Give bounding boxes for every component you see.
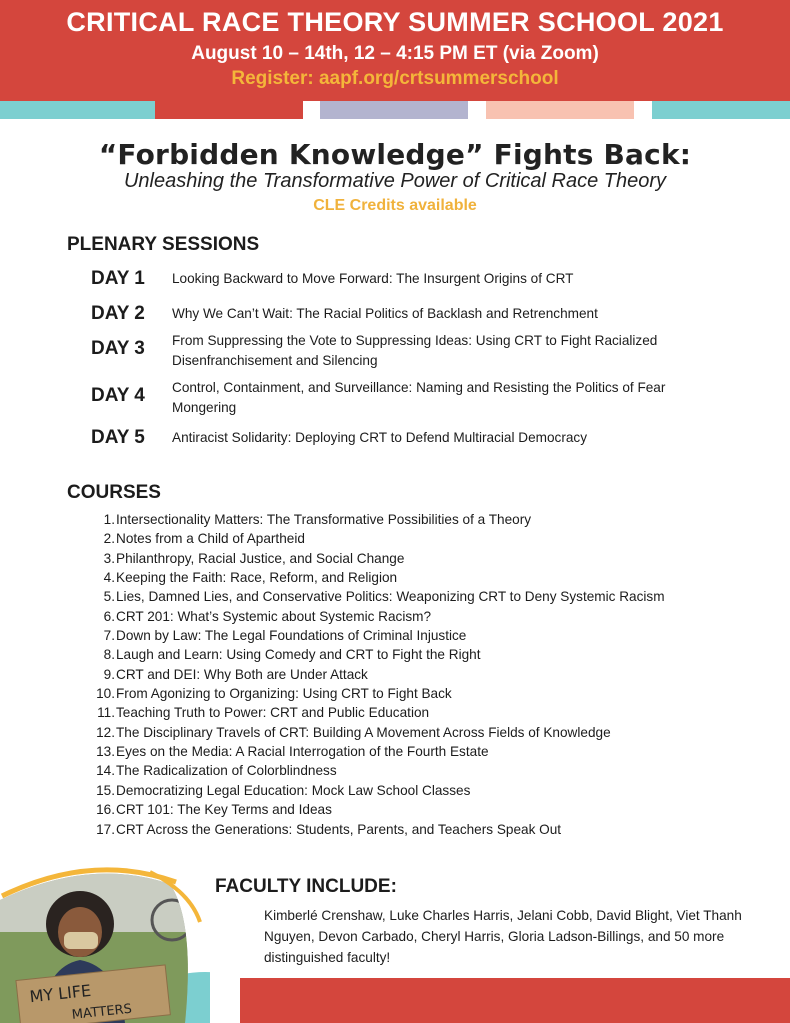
- plenary-day-label: DAY 3: [91, 338, 145, 359]
- list-item: [95, 549, 775, 568]
- list-item: [95, 645, 775, 664]
- course-title: CRT Across the Generations: Students, Parents, and Teachers Speak Out: [116, 821, 562, 837]
- stripe-teal-left: [0, 101, 155, 119]
- list-item: [95, 510, 775, 529]
- course-number: 10.: [96, 686, 115, 702]
- list-item: [95, 703, 775, 722]
- sign-text-line1: MY LIFE: [28, 980, 92, 1007]
- course-number: 1.: [103, 512, 115, 527]
- course-number: 12.: [96, 724, 115, 740]
- plenary-day-label: DAY 2: [91, 303, 145, 324]
- course-number: 9.: [103, 666, 115, 682]
- plenary-heading: PLENARY SESSIONS: [67, 234, 260, 255]
- faculty-text: Kimberlé Crenshaw, Luke Charles Harris, Jelani Cobb, David Blight, Viet Thanh Nguyen, Devon Carbado, Cheryl Harris, Gloria Ladson-Billings, and 50 more distinguished faculty!: [264, 908, 742, 965]
- plenary-day-title: From Suppressing the Vote to Suppressing Ideas: Using CRT to Fight Racialized Disenfranchisement and Silencing: [172, 333, 658, 368]
- plenary-day-title: Looking Backward to Move Forward: The Insurgent Origins of CRT: [172, 271, 574, 286]
- course-title: The Radicalization of Colorblindness: [116, 763, 337, 779]
- course-title: The Disciplinary Travels of CRT: Building A Movement Across Fields of Knowledge: [116, 724, 611, 740]
- main-title: “Forbidden Knowledge” Fights Back:: [98, 138, 692, 171]
- course-number: 17.: [96, 821, 115, 837]
- plenary-day-title: Control, Containment, and Surveillance: Naming and Resisting the Politics of Fear Mongering: [172, 380, 666, 415]
- course-title: Eyes on the Media: A Racial Interrogation of the Fourth Estate: [116, 744, 489, 760]
- plenary-day-title: Antiracist Solidarity: Deploying CRT to Defend Multiracial Democracy: [172, 430, 588, 445]
- course-number: 6.: [103, 608, 115, 624]
- cle-credits: CLE Credits available: [313, 197, 477, 214]
- list-item: [95, 742, 775, 761]
- course-number: 13.: [96, 744, 115, 760]
- course-title: CRT and DEI: Why Both are Under Attack: [116, 666, 368, 682]
- courses-heading: COURSES: [67, 482, 161, 503]
- header-register-link[interactable]: Register: aapf.org/crtsummerschool: [231, 68, 559, 89]
- list-item: [95, 684, 775, 703]
- course-number: 8.: [103, 647, 115, 663]
- course-title: Philanthropy, Racial Justice, and Social Change: [116, 550, 405, 566]
- course-title: From Agonizing to Organizing: Using CRT to Fight Back: [116, 686, 452, 702]
- course-number: 5.: [103, 589, 115, 605]
- course-title: Down by Law: The Legal Foundations of Criminal Injustice: [116, 628, 467, 644]
- stripe-teal-right: [652, 101, 790, 119]
- list-item: [95, 761, 775, 780]
- list-item: [95, 587, 775, 606]
- course-title: CRT 201: What’s Systemic about Systemic Racism?: [116, 608, 432, 624]
- course-title: Teaching Truth to Power: CRT and Public Education: [116, 705, 430, 721]
- course-number: 3.: [103, 550, 115, 566]
- header-title: CRITICAL RACE THEORY SUMMER SCHOOL 2021: [66, 7, 724, 37]
- course-number: 2.: [103, 531, 115, 547]
- list-item: [95, 800, 775, 819]
- course-title: Lies, Damned Lies, and Conservative Politics: Weaponizing CRT to Deny Systemic Racism: [116, 589, 665, 605]
- course-title: Keeping the Faith: Race, Reform, and Religion: [116, 570, 398, 586]
- list-item: [95, 626, 775, 645]
- list-item: [95, 568, 775, 587]
- plenary-day-label: DAY 5: [91, 427, 145, 448]
- list-item: [95, 529, 775, 548]
- list-item: [95, 607, 775, 626]
- header-dates: August 10 – 14th, 12 – 4:15 PM ET (via Zoom): [191, 43, 599, 64]
- course-number: 14.: [96, 763, 115, 779]
- stripe-red-left: [155, 101, 303, 119]
- footer-red-band: [240, 978, 790, 1023]
- course-title: CRT 101: The Key Terms and Ideas: [116, 802, 332, 818]
- course-title: Democratizing Legal Education: Mock Law School Classes: [116, 782, 471, 798]
- faculty-heading: FACULTY INCLUDE:: [215, 876, 397, 897]
- list-item: [95, 820, 775, 839]
- course-number: 7.: [103, 628, 115, 644]
- course-number: 15.: [96, 782, 115, 798]
- plenary-day-title: Why We Can’t Wait: The Racial Politics of Backlash and Retrenchment: [172, 306, 598, 321]
- course-title: Notes from a Child of Apartheid: [116, 531, 305, 547]
- plenary-day-label: DAY 4: [91, 385, 145, 406]
- course-title: Intersectionality Matters: The Transformative Possibilities of a Theory: [116, 512, 532, 527]
- header-banner: [0, 0, 790, 101]
- stripe-peach: [486, 101, 634, 119]
- course-number: 16.: [96, 802, 115, 818]
- protester-photo-image: [0, 862, 210, 1023]
- plenary-day-label: DAY 1: [91, 268, 145, 289]
- sign-text-line2: MATTERS: [71, 1001, 133, 1023]
- list-item: [95, 781, 775, 800]
- course-number: 4.: [103, 570, 115, 586]
- list-item: [95, 665, 775, 684]
- course-number: 11.: [97, 705, 115, 721]
- list-item: [95, 723, 775, 742]
- courses-list: [95, 510, 775, 839]
- main-subtitle: Unleashing the Transformative Power of Critical Race Theory: [123, 170, 667, 192]
- course-title: Laugh and Learn: Using Comedy and CRT to Fight the Right: [116, 647, 481, 663]
- stripe-lavender: [320, 101, 468, 119]
